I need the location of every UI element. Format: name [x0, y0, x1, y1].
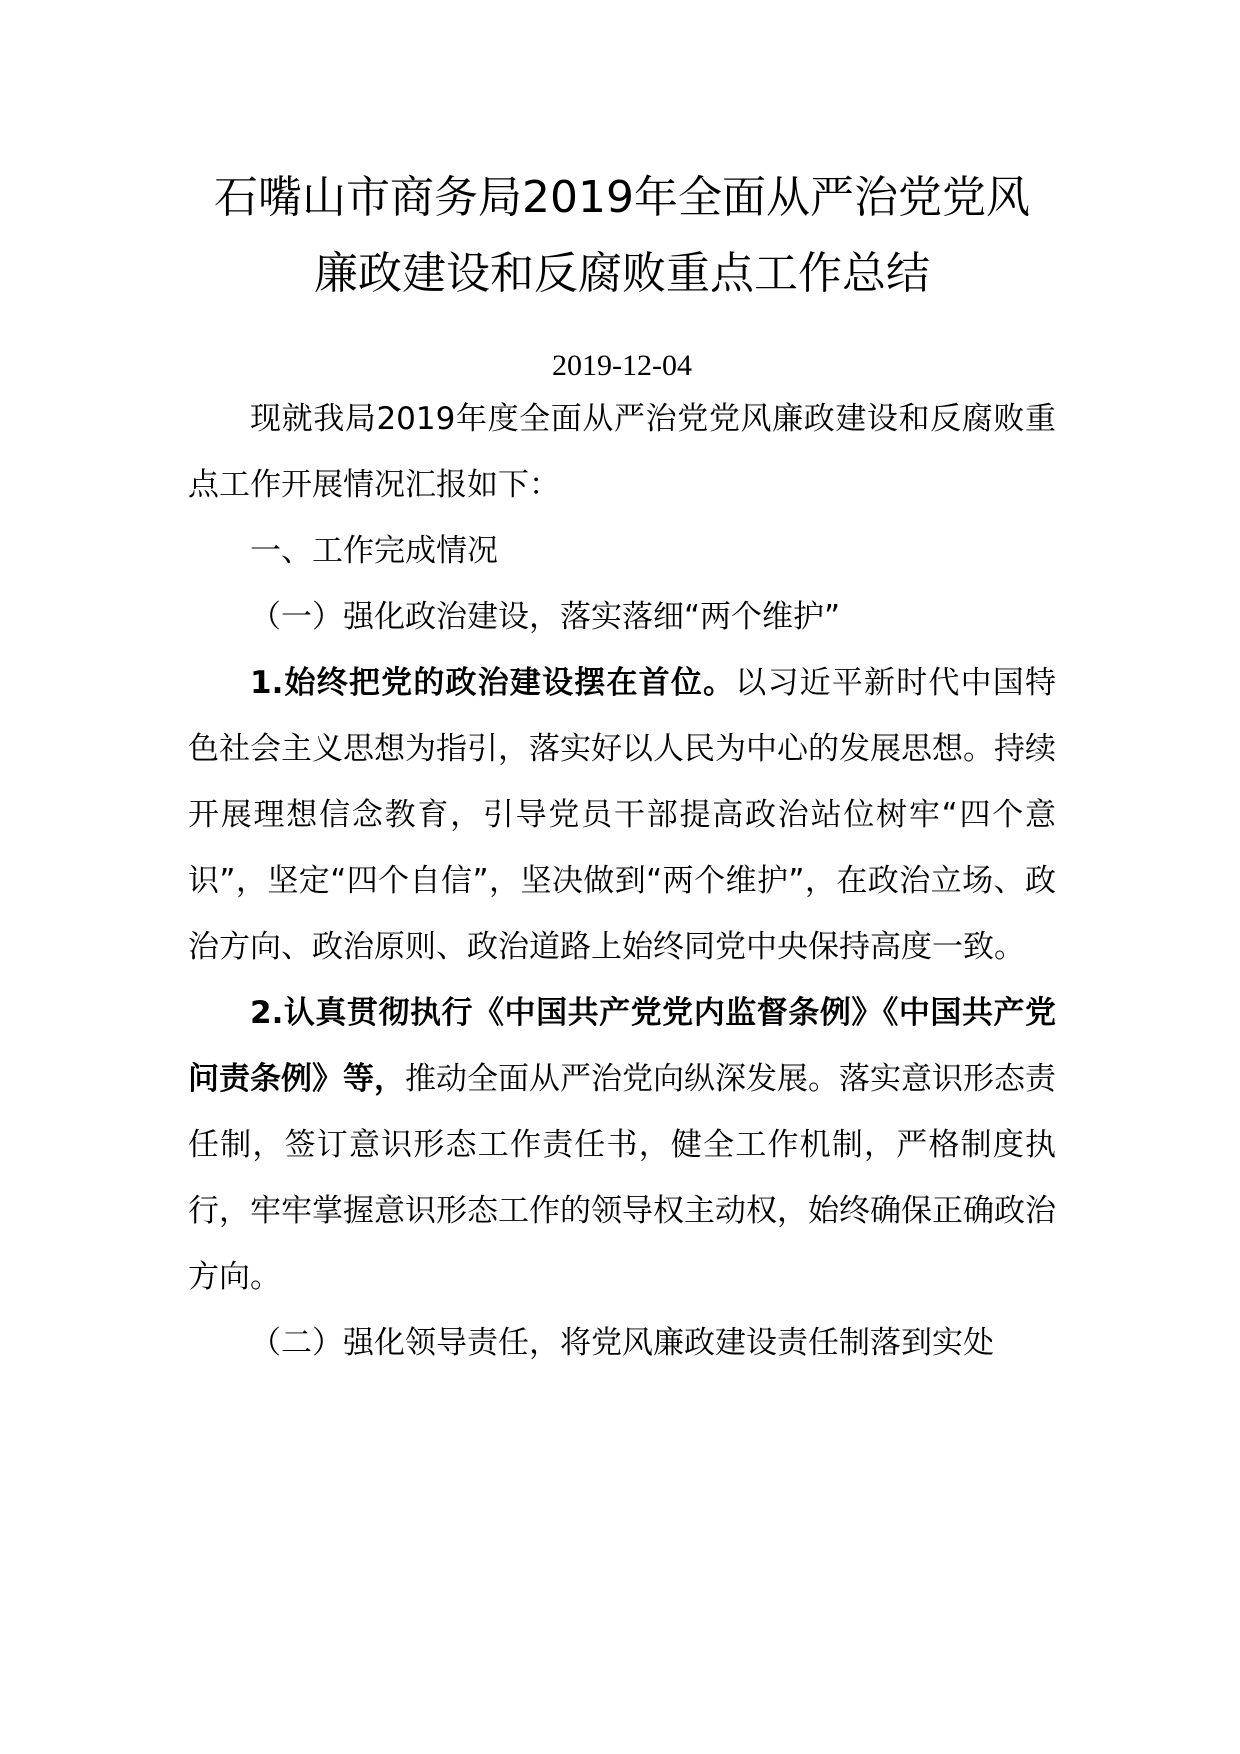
item-1-lead: 1.始终把党的政治建设摆在首位。 — [250, 665, 736, 701]
subsection-heading-2: （二）强化领导责任，将党风廉政建设责任制落到实处 — [250, 1325, 994, 1361]
subsection-heading-1: （一）强化政治建设，落实落细“两个维护” — [250, 599, 841, 635]
document-title — [188, 160, 1056, 312]
intro-paragraph: 现就我局2019年度全面从严治党党风廉政建设和反腐败重点工作开展情况汇报如下： — [188, 401, 1056, 503]
title-line-2: 廉政建设和反腐败重点工作总结 — [314, 248, 930, 299]
title-line-1: 石嘴山市商务局2019年全面从严治党党风 — [214, 172, 1030, 223]
item-1-body: 以习近平新时代中国特色社会主义思想为指引，落实好以人民为中心的发展思想。持续开展理想信念教育，引导党员干部提高政治站位树牢“四个意识”，坚定“四个自信”，坚决做到“两个维护”，在政治立场、政治方向、政治原则、政治道路上始终同党中央保持高度一致。 — [188, 665, 1056, 965]
document-date: 2019-12-04 — [552, 349, 692, 382]
item-2-lead: 2.认真贯彻执行《中国共产党党内监督条例》《中国共产党问责条例》等， — [188, 995, 1056, 1097]
item-1-paragraph — [188, 650, 1056, 980]
section-heading-1: 一、工作完成情况 — [250, 533, 498, 569]
item-2-body: 推动全面从严治党向纵深发展。落实意识形态责任制，签订意识形态工作责任书，健全工作机制，严格制度执行，牢牢掌握意识形态工作的领导权主动权，始终确保正确政治方向。 — [188, 1061, 1056, 1295]
item-2-paragraph — [188, 980, 1056, 1310]
